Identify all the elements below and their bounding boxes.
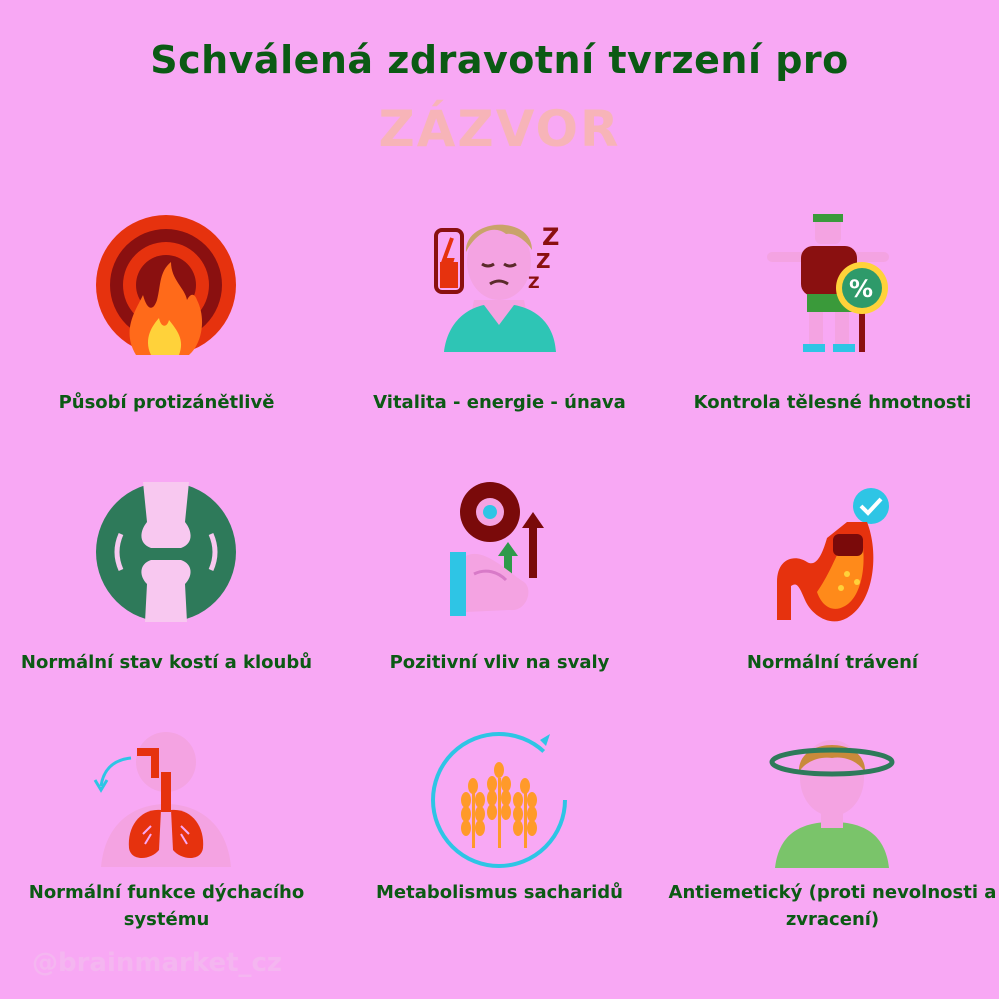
- benefit-card-antiemetic: [666, 722, 999, 972]
- dizzy-person-icon: [747, 722, 917, 892]
- benefit-card-carbohydrates: [333, 722, 666, 972]
- svg-text:Z: Z: [528, 273, 540, 292]
- benefit-label: Vitalita - energie - únava: [373, 392, 626, 413]
- benefit-label: Působí protizánětlivě: [58, 392, 275, 413]
- benefit-label: Normální stav kostí a kloubů: [20, 652, 313, 673]
- watermark: @brainmarket_cz: [32, 948, 283, 978]
- benefit-label: Antiemetický (proti nevolnosti a zvracení): [668, 882, 997, 930]
- muscle-arm-icon: [414, 482, 584, 652]
- benefit-card-weight: [666, 200, 999, 450]
- benefit-card-joints: [0, 482, 333, 732]
- benefit-label: Kontrola tělesné hmotnosti: [693, 392, 972, 413]
- benefit-label: Metabolismus sacharidů: [376, 882, 623, 903]
- weight-control-icon: [747, 200, 917, 370]
- benefit-card-anti-inflammatory: [0, 200, 333, 450]
- svg-text:Z: Z: [542, 223, 560, 251]
- page-subtitle: ZÁZVOR: [378, 100, 621, 158]
- stomach-icon: [747, 482, 917, 652]
- benefit-label: Normální funkce dýchacího systému: [28, 882, 305, 930]
- benefit-label: Normální trávení: [746, 652, 919, 673]
- benefit-card-muscles: [333, 482, 666, 732]
- lungs-icon: [81, 722, 251, 892]
- benefit-card-vitality: [333, 200, 666, 450]
- benefit-label: Pozitivní vliv na svaly: [389, 652, 610, 673]
- flame-target-icon: [81, 200, 251, 370]
- svg-text:%: %: [849, 275, 874, 303]
- benefit-card-respiratory: [0, 722, 333, 972]
- wheat-cycle-icon: [414, 722, 584, 892]
- svg-text:Z: Z: [536, 249, 551, 273]
- benefit-card-digestion: [666, 482, 999, 732]
- page-title: Schválená zdravotní tvrzení pro: [150, 38, 849, 82]
- knee-joint-icon: [81, 482, 251, 652]
- tired-person-icon: [414, 200, 584, 370]
